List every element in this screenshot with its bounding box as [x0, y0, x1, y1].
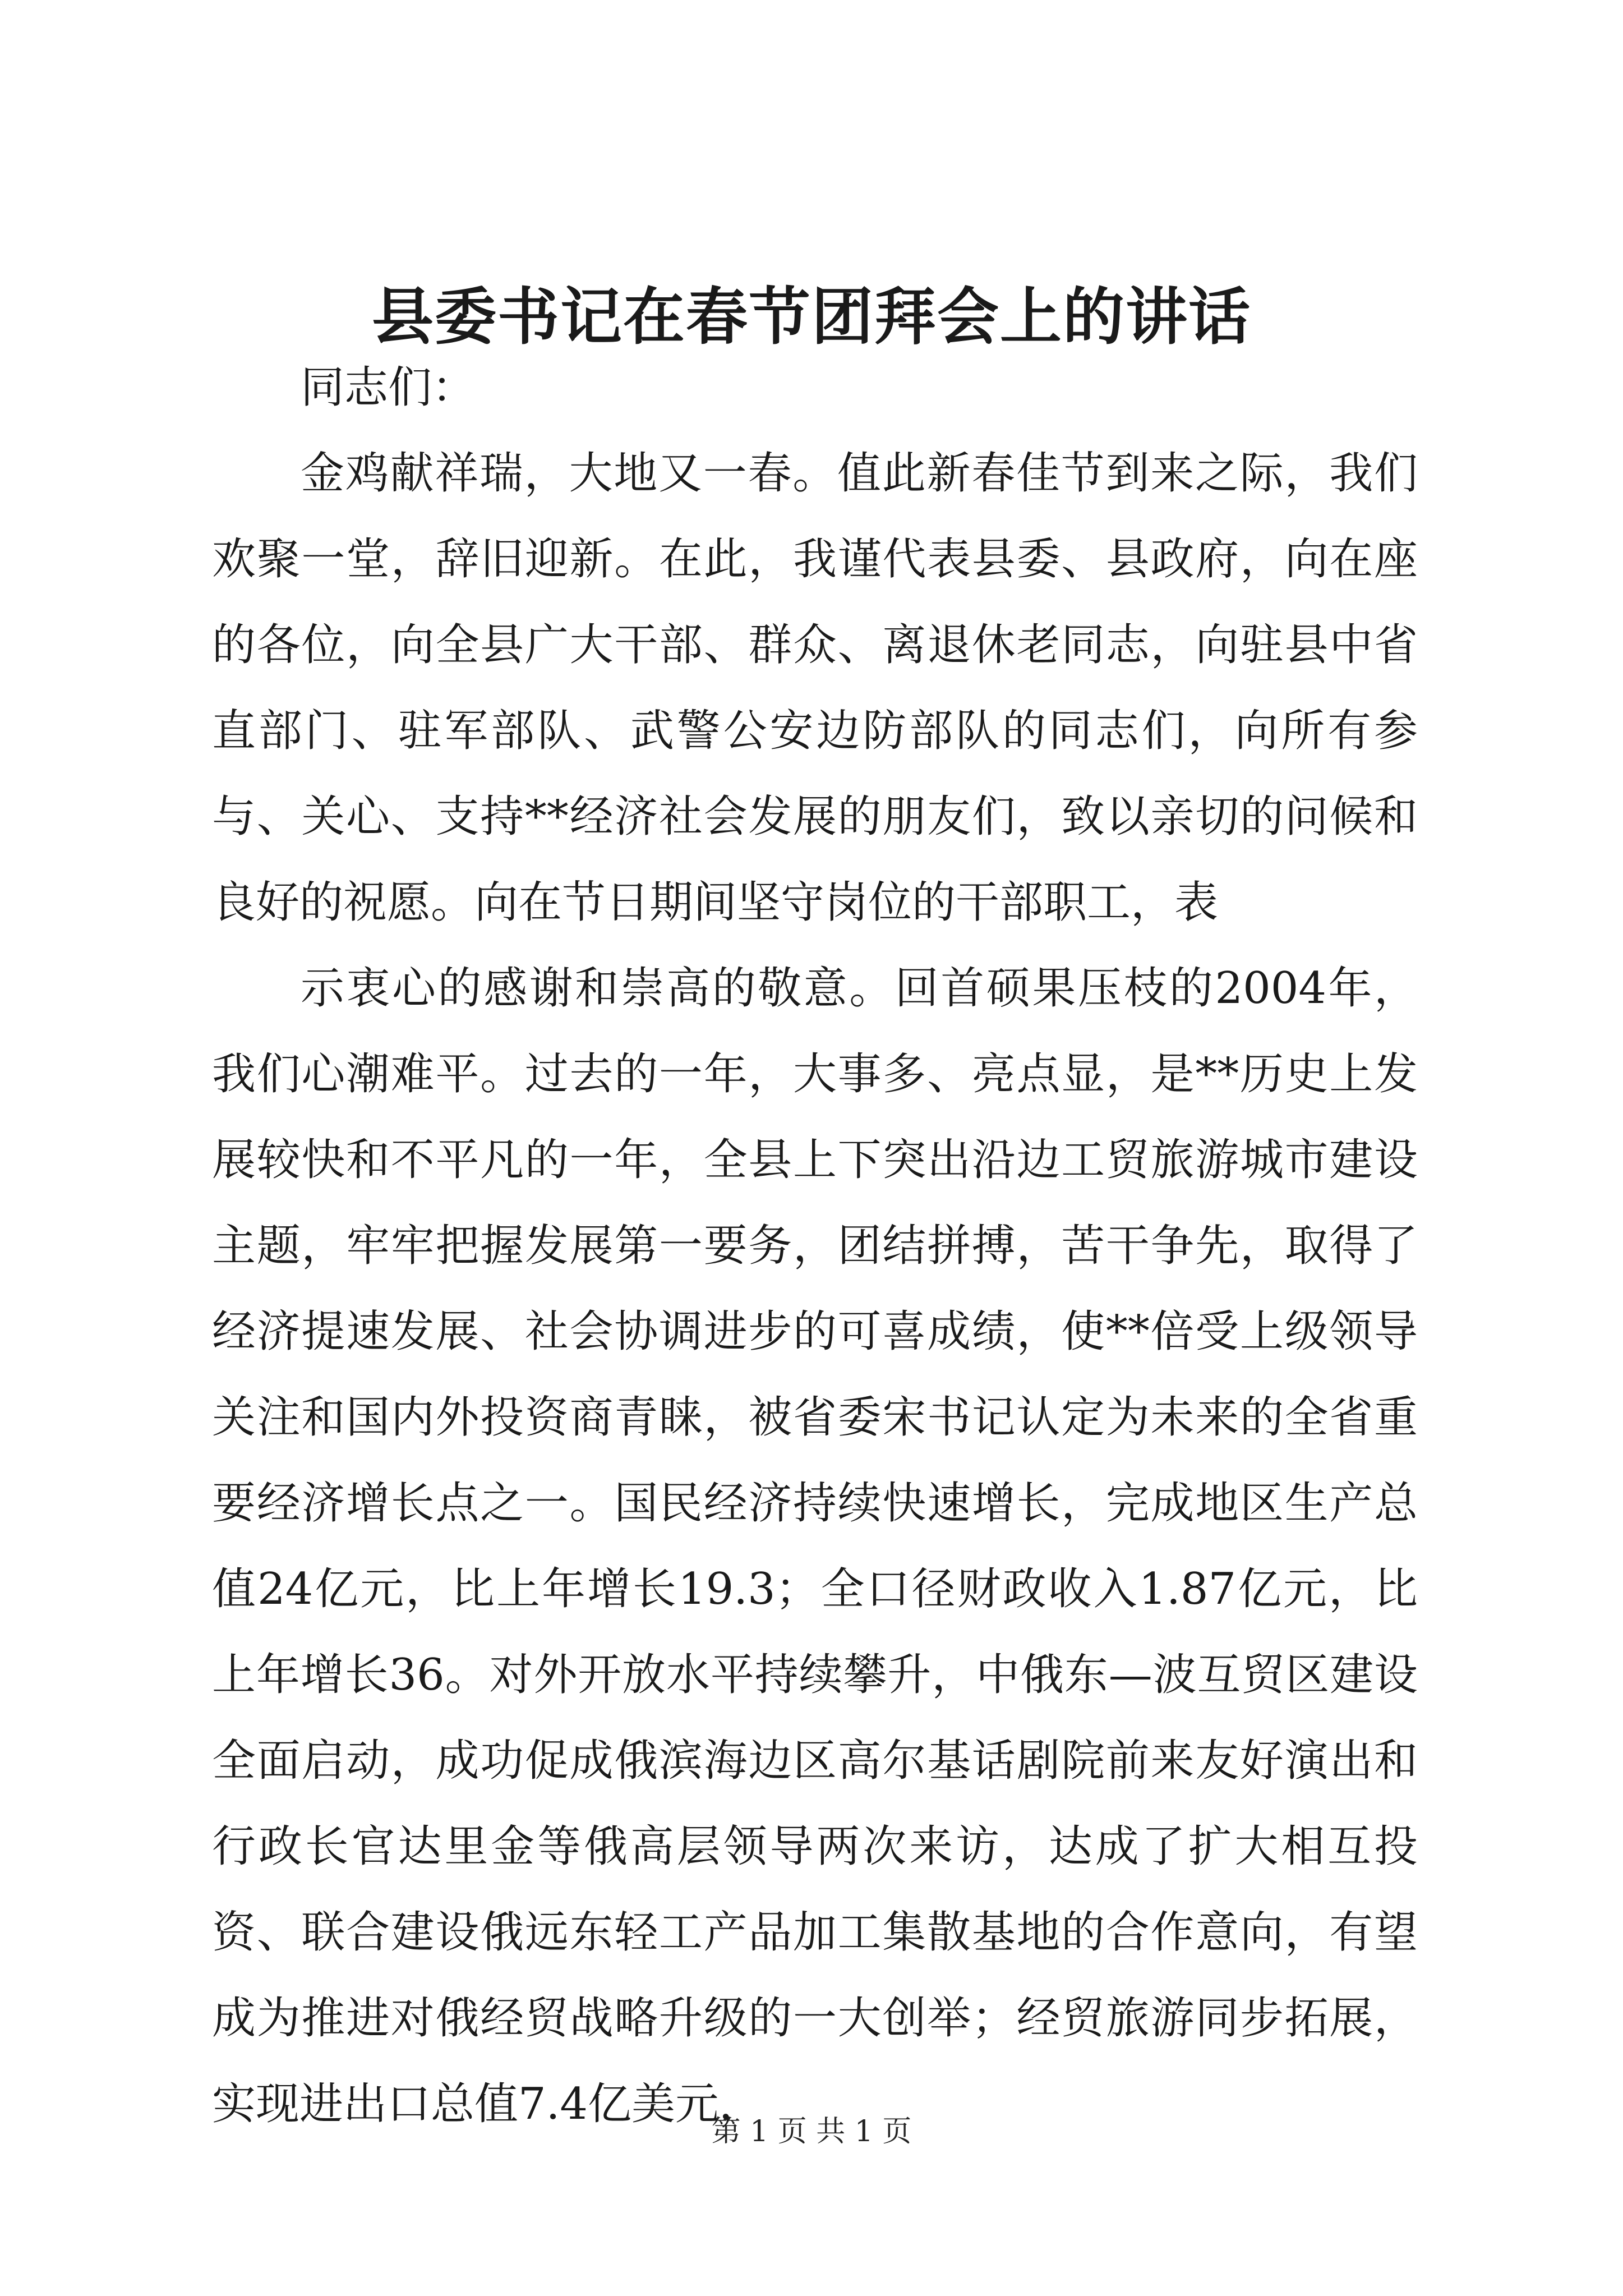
- document-title: 县委书记在春节团拜会上的讲话: [372, 280, 1251, 353]
- page-footer: 第 1 页 共 1 页: [711, 2115, 912, 2148]
- paragraph-1: 金鸡献祥瑞，大地又一春。值此新春佳节到来之际，我们欢聚一堂，辞旧迎新。在此，我谨代表县委、县政府，向在座的各位，向全县广大干部、群众、离退休老同志，向驻县中省直部门、驻军部队、武警公安边防部队的同志们，向所有参与、关心、支持**经济社会发展的朋友们，致以亲切的问候和良好的祝愿。向在节日期间坚守岗位的干部职工，表: [212, 448, 1418, 928]
- document-body: [212, 345, 1418, 2147]
- salutation: 同志们：: [301, 362, 476, 413]
- paragraph-2: 示衷心的感谢和崇高的敬意。回首硕果压枝的2004年，我们心潮难平。过去的一年，大事多、亮点显，是**历史上发展较快和不平凡的一年，全县上下突出沿边工贸旅游城市建设主题，牢牢把握发展第一要务，团结拼搏，苦干争先，取得了经济提速发展、社会协调进步的可喜成绩，使**倍受上级领导关注和国内外投资商青睐，被省委宋书记认定为未来的全省重要经济增长点之一。国民经济持续快速增长，完成地区生产总值24亿元，比上年增长19.3；全口径财政收入1.87亿元，比上年增长36。对外开放水平持续攀升，中俄东—波互贸区建设全面启动，成功促成俄滨海边区高尔基话剧院前来友好演出和行政长官达里金等俄高层领导两次来访，达成了扩大相互投资、联合建设俄远东轻工产品加工集散基地的合作意向，有望成为推进对俄经贸战略升级的一大创举；经贸旅游同步拓展，实现进出口总值7.4亿美元，: [212, 963, 1418, 2129]
